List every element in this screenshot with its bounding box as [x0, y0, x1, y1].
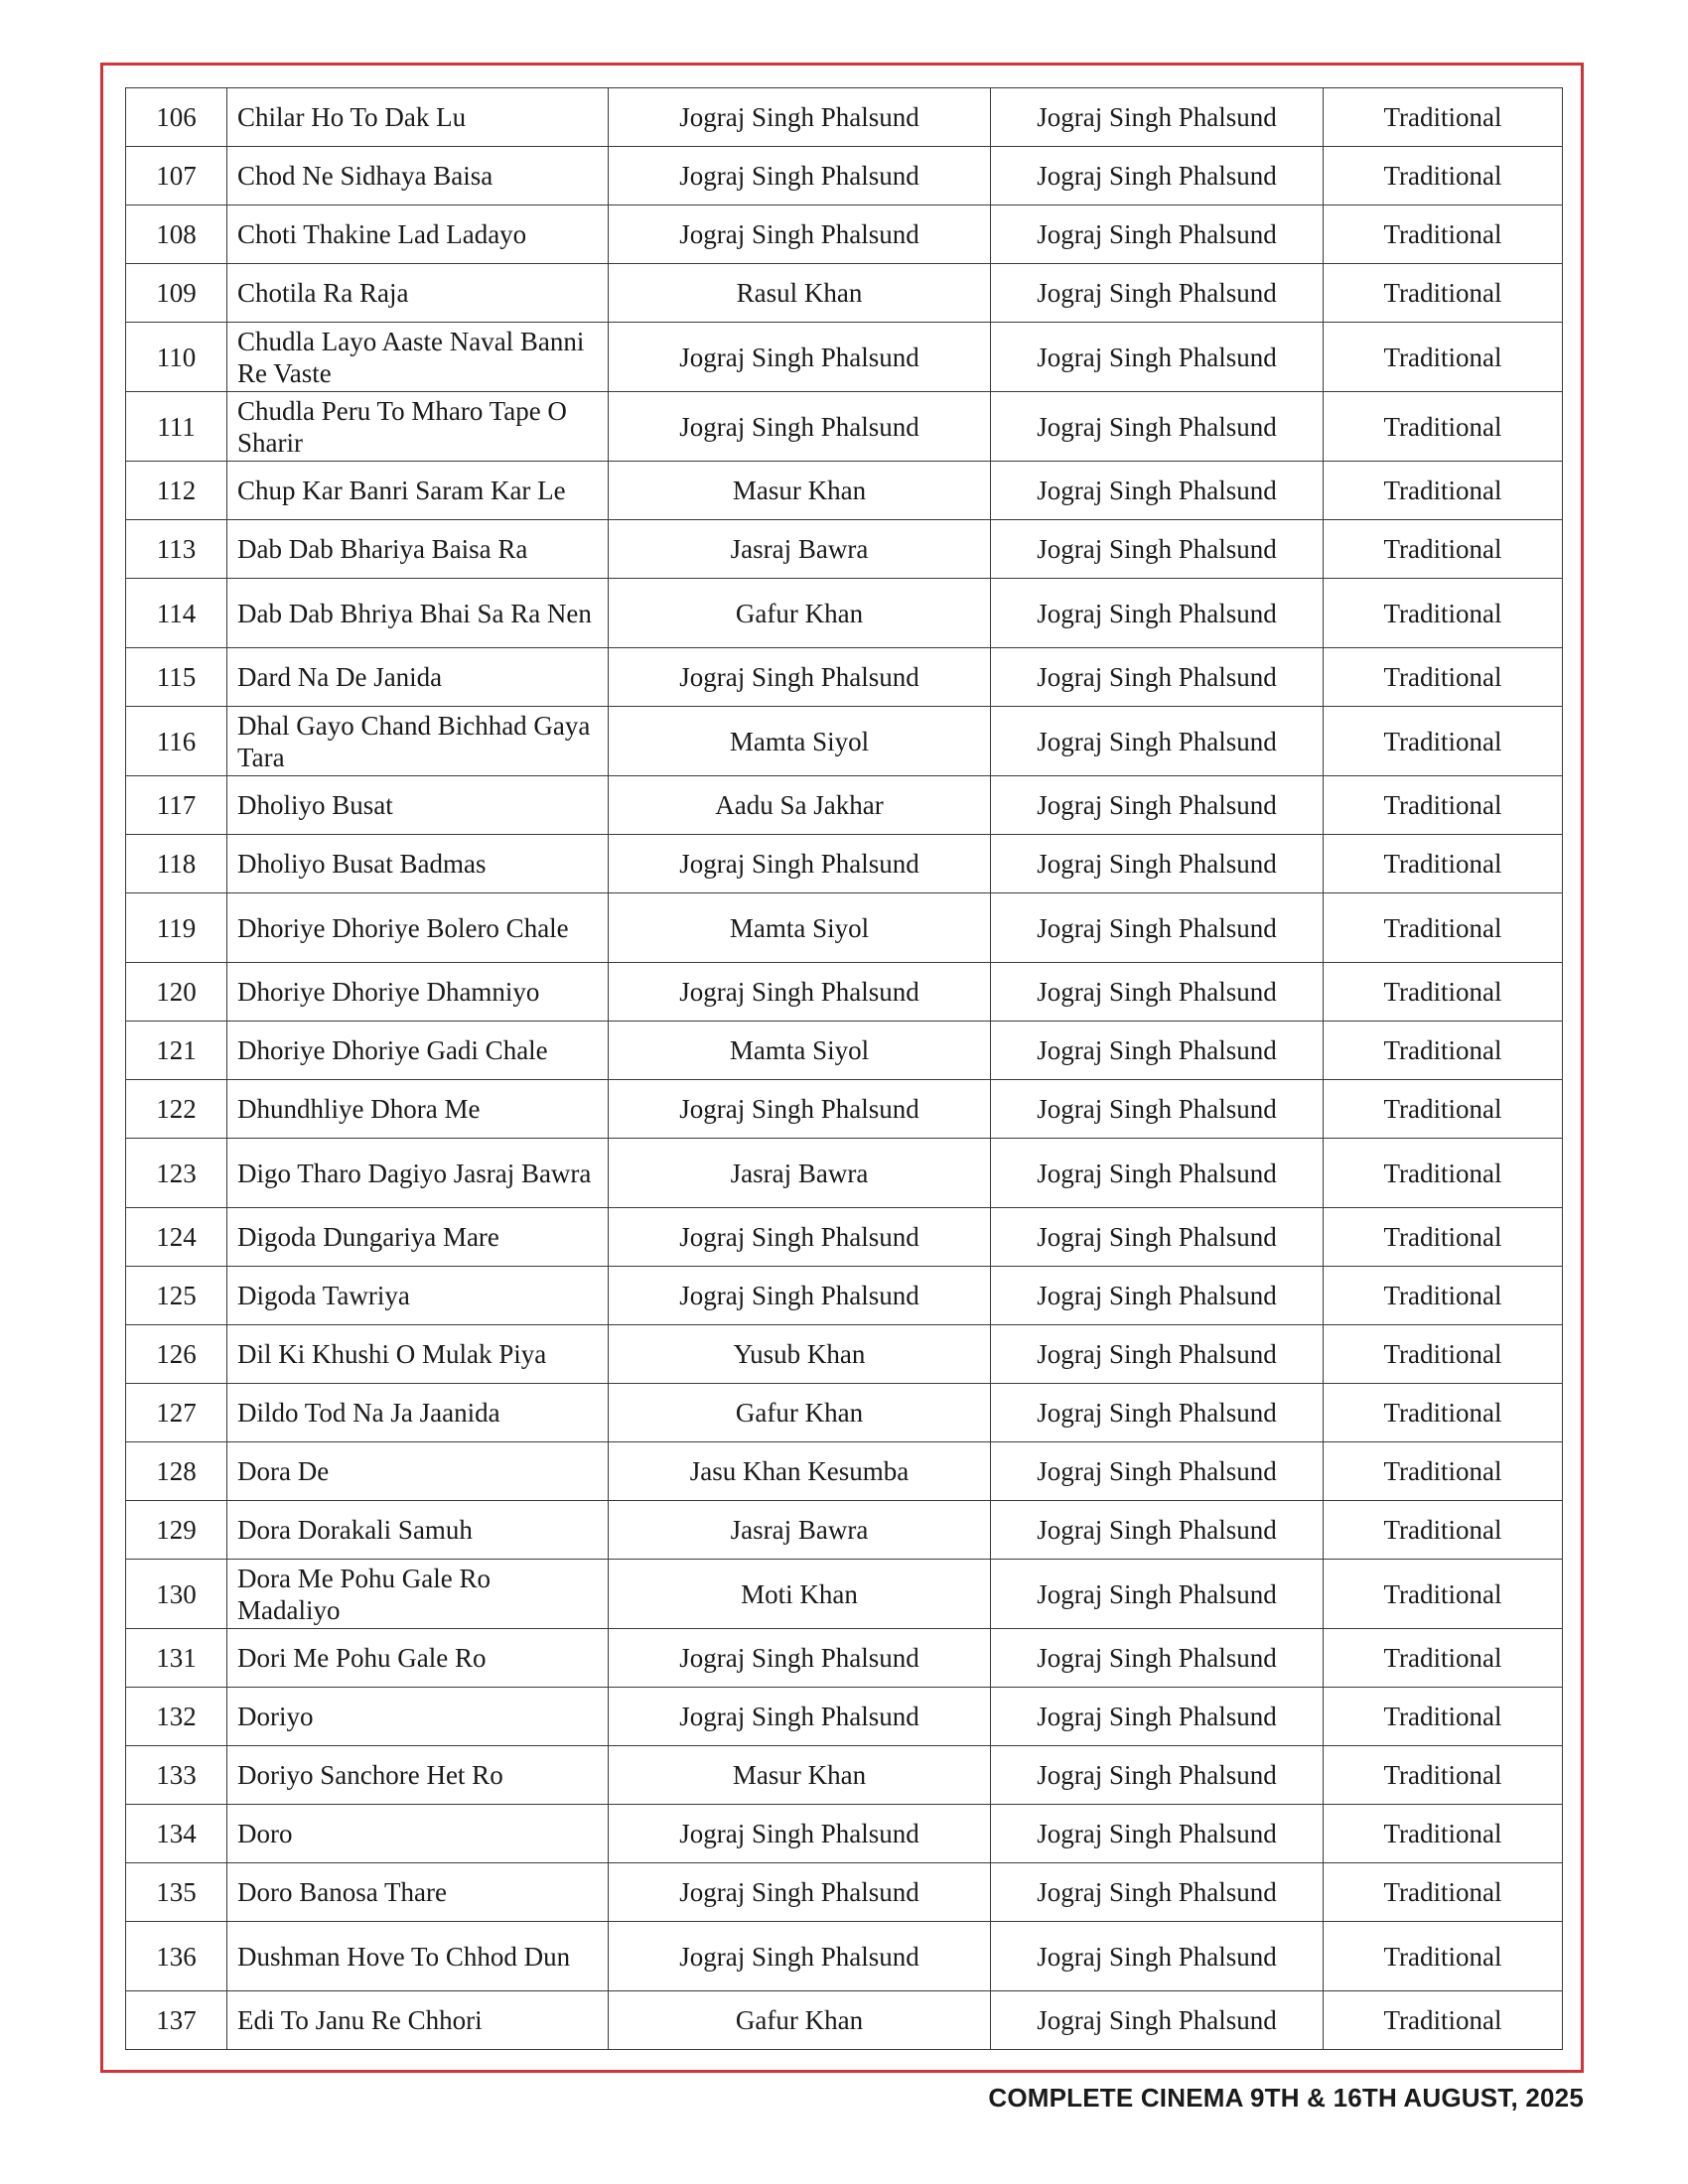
cell-lyricist: Traditional — [1324, 88, 1563, 147]
cell-composer: Jograj Singh Phalsund — [991, 893, 1324, 963]
cell-serial-number: 131 — [126, 1629, 227, 1688]
cell-song-title: Dora Dorakali Samuh — [227, 1501, 609, 1560]
table-row — [126, 1139, 1563, 1208]
table-row — [126, 1991, 1563, 2050]
cell-serial-number: 107 — [126, 147, 227, 205]
cell-singer: Mamta Siyol — [609, 893, 991, 963]
cell-singer: Jograj Singh Phalsund — [609, 1629, 991, 1688]
cell-song-title: Digoda Tawriya — [227, 1267, 609, 1325]
cell-singer: Jograj Singh Phalsund — [609, 1922, 991, 1991]
cell-song-title: Dhoriye Dhoriye Dhamniyo — [227, 963, 609, 1022]
cell-singer: Jograj Singh Phalsund — [609, 1208, 991, 1267]
cell-serial-number: 111 — [126, 392, 227, 462]
cell-singer: Jograj Singh Phalsund — [609, 147, 991, 205]
cell-lyricist: Traditional — [1324, 1267, 1563, 1325]
cell-singer: Jasraj Bawra — [609, 520, 991, 579]
cell-composer: Jograj Singh Phalsund — [991, 648, 1324, 707]
cell-composer: Jograj Singh Phalsund — [991, 1442, 1324, 1501]
cell-singer: Jograj Singh Phalsund — [609, 1267, 991, 1325]
cell-lyricist: Traditional — [1324, 520, 1563, 579]
cell-composer: Jograj Singh Phalsund — [991, 205, 1324, 264]
table-row — [126, 264, 1563, 323]
cell-singer: Gafur Khan — [609, 1384, 991, 1442]
cell-composer: Jograj Singh Phalsund — [991, 707, 1324, 776]
cell-composer: Jograj Singh Phalsund — [991, 1501, 1324, 1560]
cell-composer: Jograj Singh Phalsund — [991, 1688, 1324, 1746]
table-row — [126, 205, 1563, 264]
cell-singer: Jograj Singh Phalsund — [609, 88, 991, 147]
table-row — [126, 1208, 1563, 1267]
cell-song-title: Dhundhliye Dhora Me — [227, 1080, 609, 1139]
table-row — [126, 893, 1563, 963]
cell-song-title: Chilar Ho To Dak Lu — [227, 88, 609, 147]
cell-singer: Mamta Siyol — [609, 707, 991, 776]
table-row — [126, 1560, 1563, 1629]
cell-song-title: Dholiyo Busat — [227, 776, 609, 835]
cell-composer: Jograj Singh Phalsund — [991, 776, 1324, 835]
cell-lyricist: Traditional — [1324, 323, 1563, 392]
cell-serial-number: 136 — [126, 1922, 227, 1991]
cell-singer: Jograj Singh Phalsund — [609, 1688, 991, 1746]
cell-song-title: Doriyo — [227, 1688, 609, 1746]
table-row — [126, 1325, 1563, 1384]
table-row — [126, 1805, 1563, 1863]
cell-serial-number: 108 — [126, 205, 227, 264]
cell-composer: Jograj Singh Phalsund — [991, 1922, 1324, 1991]
cell-singer: Gafur Khan — [609, 1991, 991, 2050]
cell-singer: Aadu Sa Jakhar — [609, 776, 991, 835]
cell-composer: Jograj Singh Phalsund — [991, 1746, 1324, 1805]
cell-song-title: Dholiyo Busat Badmas — [227, 835, 609, 893]
cell-lyricist: Traditional — [1324, 707, 1563, 776]
cell-lyricist: Traditional — [1324, 392, 1563, 462]
cell-song-title: Dil Ki Khushi O Mulak Piya — [227, 1325, 609, 1384]
cell-lyricist: Traditional — [1324, 1688, 1563, 1746]
table-row — [126, 963, 1563, 1022]
cell-serial-number: 137 — [126, 1991, 227, 2050]
cell-song-title: Chotila Ra Raja — [227, 264, 609, 323]
song-list-table — [125, 87, 1563, 2050]
cell-singer: Rasul Khan — [609, 264, 991, 323]
cell-singer: Jograj Singh Phalsund — [609, 205, 991, 264]
table-row — [126, 323, 1563, 392]
table-row — [126, 648, 1563, 707]
table-row — [126, 88, 1563, 147]
cell-lyricist: Traditional — [1324, 893, 1563, 963]
cell-lyricist: Traditional — [1324, 1139, 1563, 1208]
cell-song-title: Dhoriye Dhoriye Gadi Chale — [227, 1022, 609, 1080]
table-row — [126, 1267, 1563, 1325]
cell-serial-number: 117 — [126, 776, 227, 835]
cell-song-title: Doro — [227, 1805, 609, 1863]
cell-serial-number: 115 — [126, 648, 227, 707]
table-row — [126, 776, 1563, 835]
cell-composer: Jograj Singh Phalsund — [991, 264, 1324, 323]
cell-song-title: Dori Me Pohu Gale Ro — [227, 1629, 609, 1688]
table-row — [126, 1442, 1563, 1501]
table-row — [126, 1863, 1563, 1922]
cell-serial-number: 135 — [126, 1863, 227, 1922]
table-row — [126, 835, 1563, 893]
cell-singer: Jograj Singh Phalsund — [609, 648, 991, 707]
cell-serial-number: 124 — [126, 1208, 227, 1267]
table-row — [126, 1922, 1563, 1991]
cell-lyricist: Traditional — [1324, 579, 1563, 648]
cell-composer: Jograj Singh Phalsund — [991, 392, 1324, 462]
cell-singer: Jograj Singh Phalsund — [609, 835, 991, 893]
cell-singer: Yusub Khan — [609, 1325, 991, 1384]
cell-song-title: Dhoriye Dhoriye Bolero Chale — [227, 893, 609, 963]
cell-lyricist: Traditional — [1324, 1022, 1563, 1080]
cell-serial-number: 118 — [126, 835, 227, 893]
cell-singer: Jasu Khan Kesumba — [609, 1442, 991, 1501]
cell-song-title: Edi To Janu Re Chhori — [227, 1991, 609, 2050]
cell-singer: Jasraj Bawra — [609, 1139, 991, 1208]
table-row — [126, 1022, 1563, 1080]
cell-song-title: Dora Me Pohu Gale Ro Madaliyo — [227, 1560, 609, 1629]
cell-song-title: Chod Ne Sidhaya Baisa — [227, 147, 609, 205]
table-row — [126, 1746, 1563, 1805]
cell-composer: Jograj Singh Phalsund — [991, 147, 1324, 205]
cell-serial-number: 120 — [126, 963, 227, 1022]
cell-singer: Gafur Khan — [609, 579, 991, 648]
cell-serial-number: 126 — [126, 1325, 227, 1384]
cell-serial-number: 110 — [126, 323, 227, 392]
cell-lyricist: Traditional — [1324, 963, 1563, 1022]
cell-serial-number: 122 — [126, 1080, 227, 1139]
cell-singer: Masur Khan — [609, 1746, 991, 1805]
cell-lyricist: Traditional — [1324, 1991, 1563, 2050]
cell-serial-number: 130 — [126, 1560, 227, 1629]
table-row — [126, 579, 1563, 648]
cell-composer: Jograj Singh Phalsund — [991, 1208, 1324, 1267]
cell-serial-number: 132 — [126, 1688, 227, 1746]
table-row — [126, 392, 1563, 462]
cell-song-title: Dhal Gayo Chand Bichhad Gaya Tara — [227, 707, 609, 776]
cell-composer: Jograj Singh Phalsund — [991, 88, 1324, 147]
cell-serial-number: 121 — [126, 1022, 227, 1080]
cell-serial-number: 116 — [126, 707, 227, 776]
cell-singer: Moti Khan — [609, 1560, 991, 1629]
cell-lyricist: Traditional — [1324, 147, 1563, 205]
cell-composer: Jograj Singh Phalsund — [991, 835, 1324, 893]
cell-serial-number: 112 — [126, 462, 227, 520]
cell-lyricist: Traditional — [1324, 835, 1563, 893]
cell-serial-number: 113 — [126, 520, 227, 579]
cell-serial-number: 133 — [126, 1746, 227, 1805]
cell-serial-number: 128 — [126, 1442, 227, 1501]
table-row — [126, 520, 1563, 579]
cell-composer: Jograj Singh Phalsund — [991, 1267, 1324, 1325]
cell-singer: Jograj Singh Phalsund — [609, 1080, 991, 1139]
cell-serial-number: 123 — [126, 1139, 227, 1208]
cell-lyricist: Traditional — [1324, 1629, 1563, 1688]
footer-publication-line: COMPLETE CINEMA 9TH & 16TH AUGUST, 2025 — [988, 2083, 1584, 2113]
cell-serial-number: 129 — [126, 1501, 227, 1560]
table-row — [126, 707, 1563, 776]
cell-lyricist: Traditional — [1324, 1384, 1563, 1442]
cell-composer: Jograj Singh Phalsund — [991, 579, 1324, 648]
cell-singer: Jograj Singh Phalsund — [609, 1863, 991, 1922]
cell-lyricist: Traditional — [1324, 1863, 1563, 1922]
cell-lyricist: Traditional — [1324, 1080, 1563, 1139]
cell-singer: Jograj Singh Phalsund — [609, 963, 991, 1022]
table-row — [126, 1629, 1563, 1688]
cell-lyricist: Traditional — [1324, 205, 1563, 264]
cell-singer: Jograj Singh Phalsund — [609, 323, 991, 392]
cell-composer: Jograj Singh Phalsund — [991, 1325, 1324, 1384]
cell-lyricist: Traditional — [1324, 1501, 1563, 1560]
cell-composer: Jograj Singh Phalsund — [991, 520, 1324, 579]
cell-song-title: Choti Thakine Lad Ladayo — [227, 205, 609, 264]
cell-lyricist: Traditional — [1324, 1560, 1563, 1629]
cell-song-title: Dab Dab Bhriya Bhai Sa Ra Nen — [227, 579, 609, 648]
cell-lyricist: Traditional — [1324, 1922, 1563, 1991]
cell-lyricist: Traditional — [1324, 648, 1563, 707]
cell-composer: Jograj Singh Phalsund — [991, 1139, 1324, 1208]
cell-composer: Jograj Singh Phalsund — [991, 1629, 1324, 1688]
cell-composer: Jograj Singh Phalsund — [991, 1560, 1324, 1629]
cell-song-title: Digo Tharo Dagiyo Jasraj Bawra — [227, 1139, 609, 1208]
cell-song-title: Chudla Peru To Mharo Tape O Sharir — [227, 392, 609, 462]
cell-song-title: Doriyo Sanchore Het Ro — [227, 1746, 609, 1805]
cell-composer: Jograj Singh Phalsund — [991, 1991, 1324, 2050]
cell-lyricist: Traditional — [1324, 264, 1563, 323]
cell-serial-number: 134 — [126, 1805, 227, 1863]
table-row — [126, 147, 1563, 205]
cell-singer: Jasraj Bawra — [609, 1501, 991, 1560]
cell-song-title: Dushman Hove To Chhod Dun — [227, 1922, 609, 1991]
table-row — [126, 1384, 1563, 1442]
table-row — [126, 462, 1563, 520]
cell-composer: Jograj Singh Phalsund — [991, 1080, 1324, 1139]
cell-song-title: Dora De — [227, 1442, 609, 1501]
cell-composer: Jograj Singh Phalsund — [991, 1022, 1324, 1080]
cell-composer: Jograj Singh Phalsund — [991, 963, 1324, 1022]
cell-composer: Jograj Singh Phalsund — [991, 1384, 1324, 1442]
song-list-body — [126, 88, 1563, 2050]
cell-singer: Mamta Siyol — [609, 1022, 991, 1080]
cell-lyricist: Traditional — [1324, 1442, 1563, 1501]
cell-composer: Jograj Singh Phalsund — [991, 323, 1324, 392]
cell-lyricist: Traditional — [1324, 462, 1563, 520]
cell-song-title: Dildo Tod Na Ja Jaanida — [227, 1384, 609, 1442]
cell-lyricist: Traditional — [1324, 1325, 1563, 1384]
table-row — [126, 1080, 1563, 1139]
cell-serial-number: 125 — [126, 1267, 227, 1325]
cell-singer: Masur Khan — [609, 462, 991, 520]
table-row — [126, 1501, 1563, 1560]
cell-serial-number: 106 — [126, 88, 227, 147]
cell-lyricist: Traditional — [1324, 776, 1563, 835]
cell-singer: Jograj Singh Phalsund — [609, 1805, 991, 1863]
cell-song-title: Chup Kar Banri Saram Kar Le — [227, 462, 609, 520]
cell-composer: Jograj Singh Phalsund — [991, 462, 1324, 520]
cell-singer: Jograj Singh Phalsund — [609, 392, 991, 462]
cell-song-title: Digoda Dungariya Mare — [227, 1208, 609, 1267]
cell-lyricist: Traditional — [1324, 1208, 1563, 1267]
cell-serial-number: 109 — [126, 264, 227, 323]
cell-lyricist: Traditional — [1324, 1805, 1563, 1863]
cell-composer: Jograj Singh Phalsund — [991, 1805, 1324, 1863]
cell-serial-number: 114 — [126, 579, 227, 648]
cell-composer: Jograj Singh Phalsund — [991, 1863, 1324, 1922]
cell-lyricist: Traditional — [1324, 1746, 1563, 1805]
cell-serial-number: 127 — [126, 1384, 227, 1442]
table-row — [126, 1688, 1563, 1746]
cell-song-title: Chudla Layo Aaste Naval Banni Re Vaste — [227, 323, 609, 392]
cell-serial-number: 119 — [126, 893, 227, 963]
cell-song-title: Dard Na De Janida — [227, 648, 609, 707]
cell-song-title: Doro Banosa Thare — [227, 1863, 609, 1922]
cell-song-title: Dab Dab Bhariya Baisa Ra — [227, 520, 609, 579]
